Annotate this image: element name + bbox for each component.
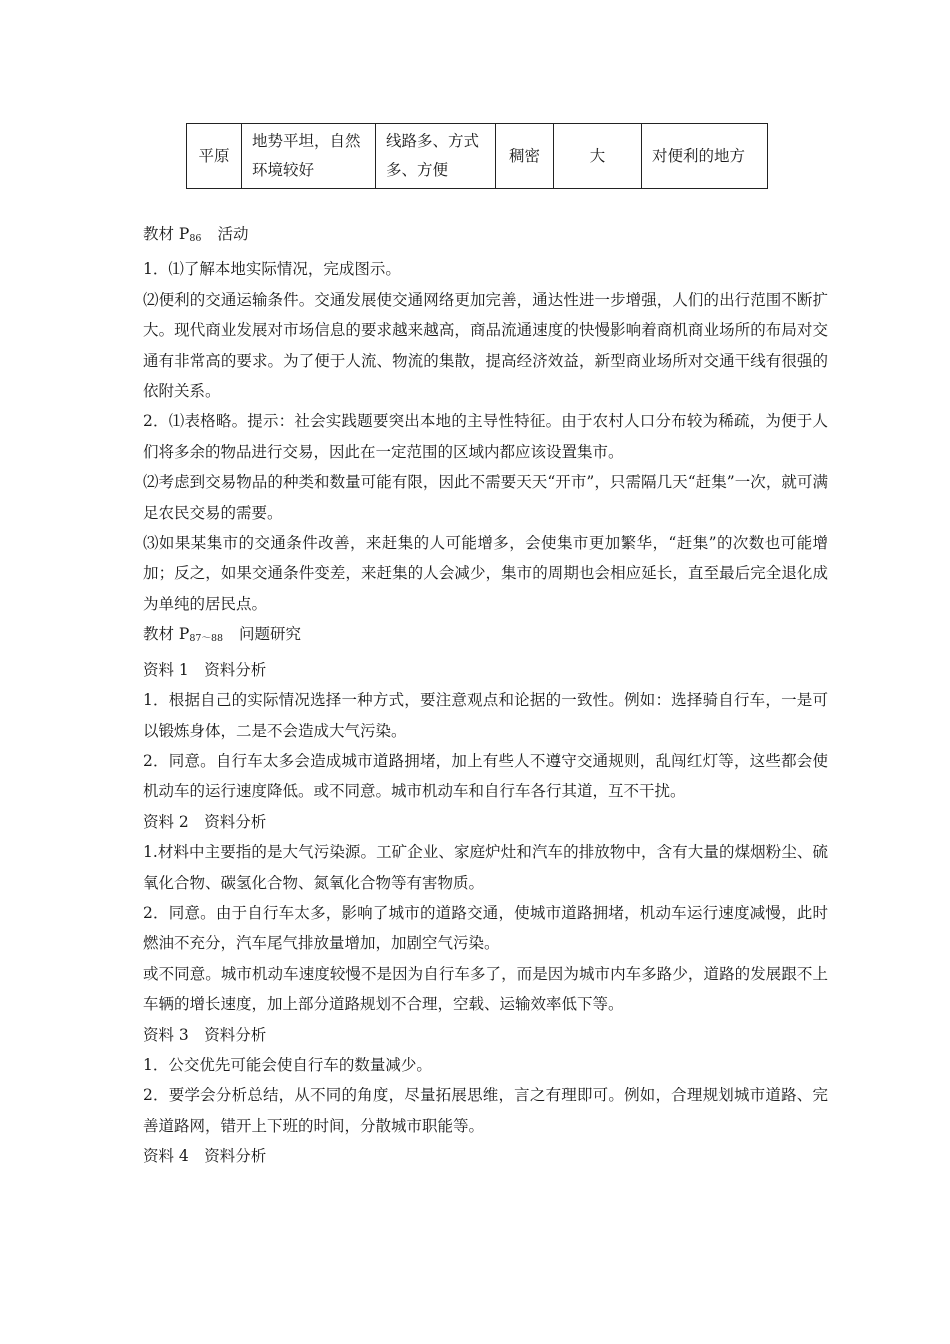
heading-prefix: 教材 P [143, 225, 190, 243]
heading-prefix: 教材 P [143, 625, 190, 644]
section-heading [143, 219, 828, 254]
table-cell: 稠密 [496, 124, 554, 189]
paragraph: 资料 1 资料分析 [143, 660, 267, 679]
paragraph: 2．⑴表格略。提示：社会实践题要突出本地的主导性特征。由于农村人口分布较为稀疏，为便于人们将多余的物品进行交易，因此在一定范围的区域内都应该设置集市。 [143, 412, 828, 461]
page-subscript: 86 [189, 233, 202, 244]
paragraph: 1．根据自己的实际情况选择一种方式，要注意观点和论据的一致性。例如：选择骑自行车，一是可以锻炼身体，二是不会造成大气污染。 [143, 691, 828, 740]
section-heading [143, 619, 828, 654]
paragraph: 资料 4 资料分析 [143, 1147, 267, 1166]
paragraph: 1．公交优先可能会使自行车的数量减少。 [143, 1055, 432, 1074]
paragraph: 2．要学会分析总结，从不同的角度，尽量拓展思维，言之有理即可。例如，合理规划城市道路、完善道路网，错开上下班的时间，分散城市职能等。 [143, 1086, 828, 1135]
document-body [143, 219, 828, 1172]
table-cell: 平原 [187, 124, 242, 189]
heading-title: 问题研究 [239, 625, 302, 644]
paragraph: 1.材料中主要指的是大气污染源。工矿企业、家庭炉灶和汽车的排放物中，含有大量的煤烟粉尘、硫氧化合物、碳氢化合物、氮氧化合物等有害物质。 [143, 843, 828, 892]
table-cell: 线路多、方式多、方便 [376, 124, 496, 189]
paragraph: ⑵考虑到交易物品的种类和数量可能有限，因此不需要天天“开市”，只需隔几天“赶集”一次，就可满足农民交易的需要。 [143, 473, 828, 522]
page-subscript: 87～88 [189, 633, 224, 645]
paragraph: 1．⑴了解本地实际情况，完成图示。 [143, 260, 401, 279]
table-cell: 大 [554, 124, 642, 189]
paragraph: ⑵便利的交通运输条件。交通发展使交通网络更加完善，通达性进一步增强，人们的出行范围不断扩大。现代商业发展对市场信息的要求越来越高，商品流通速度的快慢影响着商机商业场所的布局对交通有非常高的要求。为了便于人流、物流的集散，提高经济效益，新型商业场所对交通干线有很强的依附关系。 [143, 290, 828, 401]
paragraph: 资料 2 资料分析 [143, 812, 267, 831]
summary-table [186, 123, 768, 189]
heading-title: 活动 [217, 225, 249, 243]
paragraph: 2．同意。由于自行车太多，影响了城市的道路交通，使城市道路拥堵，机动车运行速度减慢，此时燃油不充分，汽车尾气排放量增加，加剧空气污染。 [143, 903, 828, 953]
table-cell: 地势平坦，自然环境较好 [242, 124, 376, 189]
paragraph: ⑶如果某集市的交通条件改善，来赶集的人可能增多，会使集市更加繁华，“赶集”的次数也可能增加；反之，如果交通条件变差，来赶集的人会减少，集市的周期也会相应延长，直至最后完全退化成为单纯的居民点。 [143, 534, 828, 613]
paragraph: 资料 3 资料分析 [143, 1025, 267, 1044]
table-row [187, 124, 768, 189]
paragraph: 或不同意。城市机动车速度较慢不是因为自行车多了，而是因为城市内车多路少，道路的发展跟不上车辆的增长速度，加上部分道路规划不合理，空载、运输效率低下等。 [143, 964, 828, 1014]
paragraph: 2．同意。自行车太多会造成城市道路拥堵，加上有些人不遵守交通规则，乱闯红灯等，这些都会使机动车的运行速度降低。或不同意。城市机动车和自行车各行其道，互不干扰。 [143, 751, 828, 801]
table-cell: 对便利的地方 [642, 124, 768, 189]
